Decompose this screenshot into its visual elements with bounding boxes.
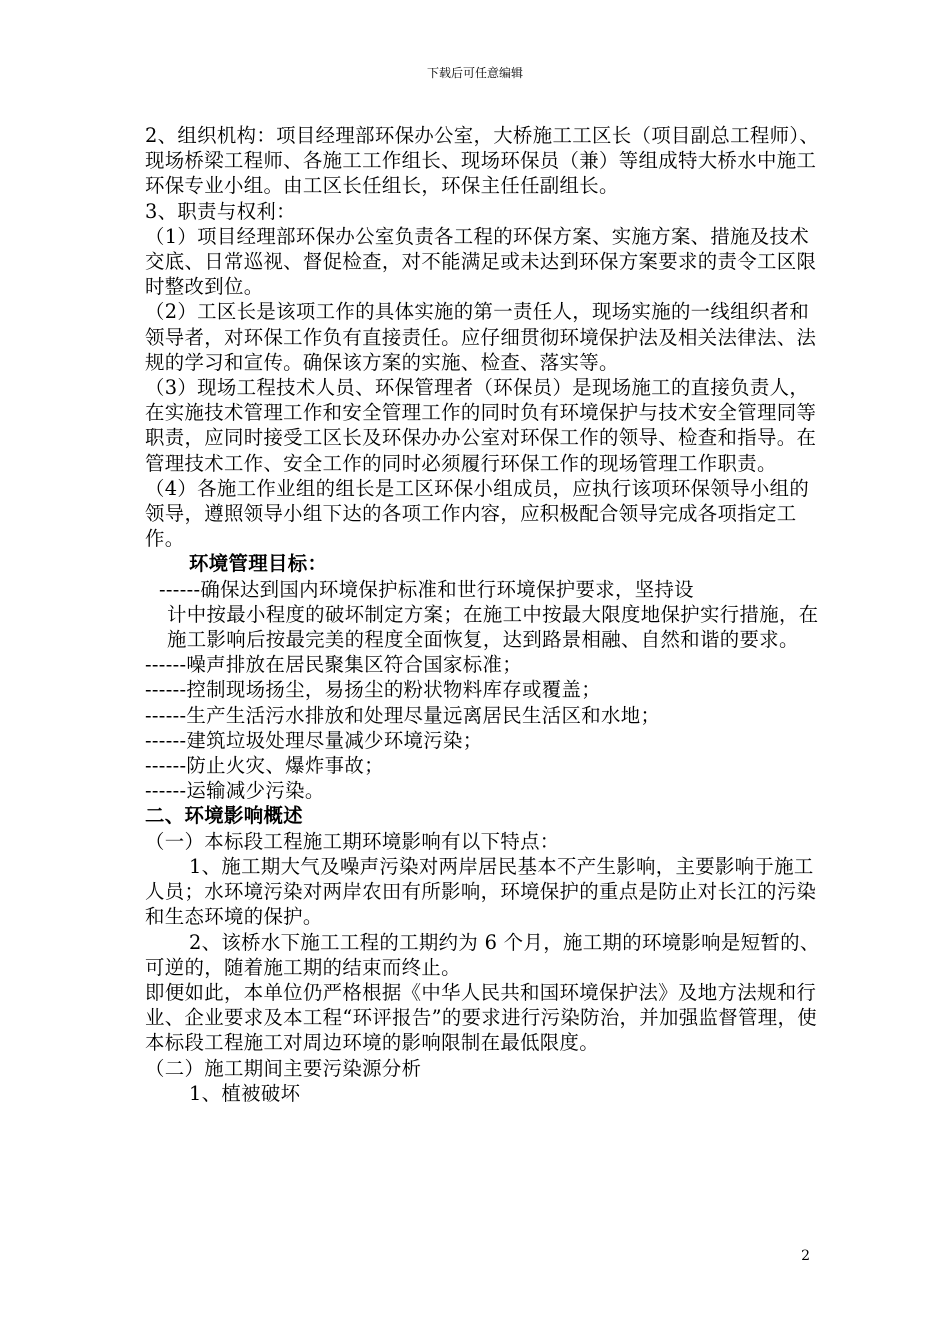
target-item-main: ------确保达到国内环境保护标准和世行环境保护要求，坚持设: [159, 577, 694, 601]
subheading-pollution-sources: （二）施工期间主要污染源分析: [145, 1056, 422, 1080]
paragraph-duty-3: （3）现场工程技术人员、环保管理者（环保员）是现场施工的直接负责人，在实施技术管理工作和安全管理工作的同时负有环境保护与技术安全管理同等职责，应同时接受工区长及环保办办公室对环保工作的领导、检查和指导。在管理技术工作、安全工作的同时必须履行环保工作的现场管理工作职责。: [145, 376, 817, 475]
paragraph-duties-heading: 3、职责与权利：: [145, 199, 296, 223]
target-item-fire: ------防止火灾、爆炸事故；: [145, 754, 384, 778]
paragraph-nevertheless: 即便如此，本单位仍严格根据《中华人民共和国环境保护法》及地方法规和行业、企业要求及本工程“环评报告”的要求进行污染防治，并加强监督管理，使本标段工程施工对周边环境的影响限制在最低限度。: [145, 980, 817, 1055]
page-number: 2: [801, 1248, 810, 1264]
paragraph-impact-1: 1、施工期大气及噪声污染对两岸居民基本不产生影响，主要影响于施工人员；水环境污染对两岸农田有所影响，环境保护的重点是防止对长江的污染和生态环境的保护。: [145, 854, 817, 929]
paragraph-impact-2: 2、该桥水下施工工程的工期约为 6 个月，施工期的环境影响是短暂的、可逆的，随着施工期的结束而终止。: [145, 930, 820, 979]
paragraph-vegetation: 1、植被破坏: [189, 1081, 301, 1105]
target-item-waste: ------建筑垃圾处理尽量减少环境污染；: [145, 728, 483, 752]
target-item-dust: ------控制现场扬尘，易扬尘的粉状物料库存或覆盖；: [145, 678, 601, 702]
target-item-noise: ------噪声排放在居民聚集区符合国家标准；: [145, 653, 523, 677]
document-body: [145, 123, 825, 1106]
page-header: 下载后可任意编辑: [426, 66, 523, 80]
target-item-transport: ------运输减少污染。: [145, 779, 325, 803]
section-heading-env-goal: 环境管理目标：: [189, 552, 328, 576]
section-heading-impact: 二、环境影响概述: [145, 804, 303, 828]
target-item-main-cont: 计中按最小程度的破坏制定方案；在施工中按最大限度地保护实行措施，在施工影响后按最完美的程度全面恢复，达到路景相融、自然和谐的要求。: [167, 602, 819, 652]
target-item-sewage: ------生产生活污水排放和处理尽量远离居民生活区和水地；: [145, 703, 661, 727]
paragraph-duty-4: （4）各施工作业组的组长是工区环保小组成员，应执行该项环保领导小组的领导，遵照领导小组下达的各项工作内容，应积极配合领导完成各项指定工作。: [145, 476, 810, 551]
paragraph-duty-1: （1）项目经理部环保办公室负责各工程的环保方案、实施方案、措施及技术交底、日常巡视、督促检查，对不能满足或未达到环保方案要求的责令工区限时整改到位。: [145, 224, 817, 299]
paragraph-duty-2: （2）工区长是该项工作的具体实施的第一责任人，现场实施的一线组织者和领导者，对环保工作负有直接责任。应仔细贯彻环境保护法及相关法律法、法规的学习和宣传。确保该方案的实施、检查、落实等。: [145, 300, 817, 374]
subheading-impact-features: （一）本标段工程施工期环境影响有以下特点：: [145, 829, 560, 853]
paragraph-organization: 2、组织机构：项目经理部环保办公室，大桥施工工区长（项目副总工程师）、现场桥梁工程师、各施工工作组长、现场环保员（兼）等组成特大桥水中施工环保专业小组。由工区长任组长，环保主任任副组长。: [145, 124, 820, 198]
